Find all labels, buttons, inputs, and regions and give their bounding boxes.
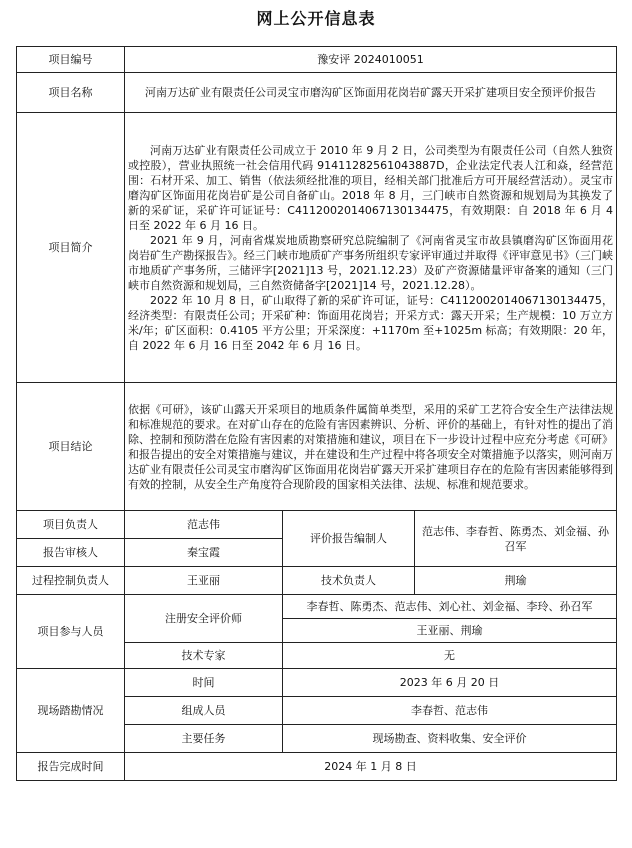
info-table [16,46,617,781]
intro-paragraph-2: 2021 年 9 月，河南省煤炭地质勘察研究总院编制了《河南省灵宝市故县镇磨沟矿区饰面用花岗岩矿生产勘探报告》。经三门峡市地质矿产事务所组织专家评审通过并取得《评审意见书》（三门峡市地质矿产事务所，三储评字[2021]13 号，2021.12.23）及矿产资源储量评审备案的通知（三门峡市自然资源和规划局，三自然资储备字[2021]14 号，2021.12.28）。 [128,233,614,292]
process-control-label: 过程控制负责人 [17,567,125,595]
project-leader-label: 项目负责人 [17,511,125,539]
project-intro [125,113,617,383]
tech-lead-value: 荆瑜 [415,567,617,595]
registered-assessor-value-2: 王亚丽、荆瑜 [283,619,617,643]
report-editor-value: 范志伟、李春哲、陈勇杰、刘金福、孙召军 [415,511,617,567]
project-intro-label: 项目简介 [17,113,125,383]
project-name-label: 项目名称 [17,73,125,113]
participants-label: 项目参与人员 [17,595,125,669]
survey-tasks-value: 现场勘查、资料收集、安全评价 [283,725,617,753]
tech-lead-label: 技术负责人 [283,567,415,595]
project-name-value: 河南万达矿业有限责任公司灵宝市磨沟矿区饰面用花岗岩矿露天开采扩建项目安全预评价报告 [125,73,617,113]
registered-assessor-label: 注册安全评价师 [125,595,283,643]
project-conclusion-label: 项目结论 [17,383,125,511]
project-number-value: 豫安评 2024010051 [125,47,617,73]
report-reviewer-value: 秦宝霞 [125,539,283,567]
page-title: 网上公开信息表 [256,9,376,28]
tech-expert-label: 技术专家 [125,643,283,669]
survey-time-value: 2023 年 6 月 20 日 [283,669,617,697]
project-leader-value: 范志伟 [125,511,283,539]
report-reviewer-label: 报告审核人 [17,539,125,567]
survey-tasks-label: 主要任务 [125,725,283,753]
survey-time-label: 时间 [125,669,283,697]
intro-paragraph-1: 河南万达矿业有限责任公司成立于 2010 年 9 月 2 日，公司类型为有限责任公司（自然人独资或控股），营业执照统一社会信用代码 91411282561043887D，企业法定代表人江和焱，经营范围：石材开采、加工、销售（依法须经批准的项目，经相关部门批准后方可开展经营活动）。灵宝市磨沟矿区饰面用花岗岩矿是公司自备矿山。2018 年 8 月，三门峡市自然资源和规划局为其换发了新的采矿证，采矿许可证证号：C4112002014067130134475，有效期限：自 2018 年 6 月 4 日至 2022 年 6 月 16 日。 [128,143,614,232]
report-editor-label: 评价报告编制人 [283,511,415,567]
tech-expert-value: 无 [283,643,617,669]
survey-members-label: 组成人员 [125,697,283,725]
project-conclusion-value: 依据《可研》，该矿山露天开采项目的地质条件属简单类型，采用的采矿工艺符合安全生产法律法规和标准规范的要求。在对矿山存在的危险有害因素辨识、分析、评价的基础上，有针对性的提出了消除、控制和预防潜在危险有害因素的对策措施和建议，项目在下一步设计过程中应充分考虑《可研》和报告提出的安全对策措施与建议，并在建设和生产过程中将各项安全对策措施予以落实，则河南万达矿业有限责任公司灵宝市磨沟矿区饰面用花岗岩矿露天开采扩建项目存在的危险有害因素能够得到有效的控制，从安全生产角度符合现阶段的国家相关法律、法规、标准和规范要求。 [125,383,617,511]
intro-paragraph-3: 2022 年 10 月 8 日，矿山取得了新的采矿许可证，证号：C4112002014067130134475，经济类型：有限责任公司；开采矿种：饰面用花岗岩；开采方式：露天开采；生产规模：10 万立方米/年；矿区面积：0.4105 平方公里；开采深度：+1170m 至+1025m 标高；有效期限：20 年，自 2022 年 6 月 16 日至 2042 年 6 月 16 日。 [128,293,614,352]
site-survey-label: 现场踏勘情况 [17,669,125,753]
process-control-value: 王亚丽 [125,567,283,595]
registered-assessor-value-1: 李春哲、陈勇杰、范志伟、刘心社、刘金福、李玲、孙召军 [283,595,617,619]
project-number-label: 项目编号 [17,47,125,73]
completion-date-value: 2024 年 1 月 8 日 [125,753,617,781]
completion-date-label: 报告完成时间 [17,753,125,781]
survey-members-value: 李春哲、范志伟 [283,697,617,725]
